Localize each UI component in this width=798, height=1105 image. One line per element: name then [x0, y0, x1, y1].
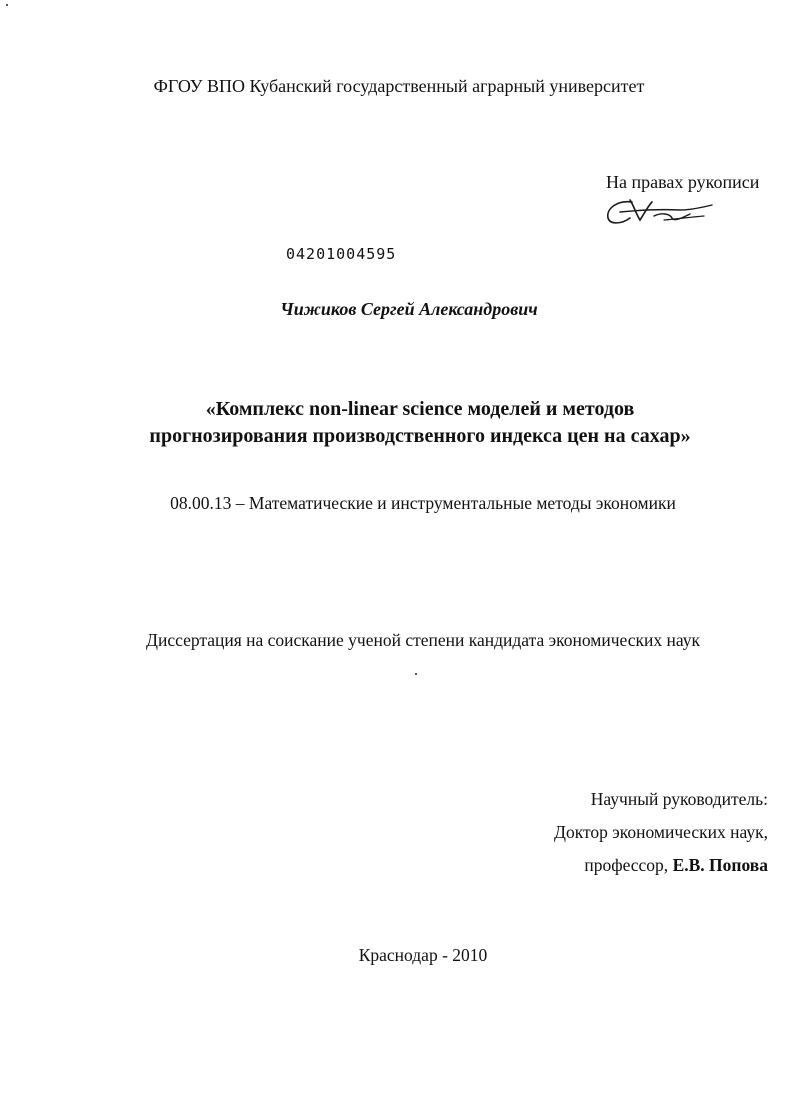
- scan-speck: [415, 673, 417, 675]
- supervisor-name: Е.В. Попова: [672, 855, 768, 875]
- manuscript-notice: На правах рукописи: [606, 172, 760, 192]
- title-line-2: прогнозирования производственного индекса цен на сахар»: [149, 425, 691, 447]
- supervisor-degree: Доктор экономических наук,: [554, 822, 768, 842]
- dissertation-type: Диссертация на соискание ученой степени кандидата экономических наук: [146, 630, 700, 650]
- scan-speck: [6, 4, 8, 6]
- city-year: Краснодар - 2010: [358, 945, 488, 965]
- supervisor-position: профессор,: [584, 855, 669, 875]
- dissertation-title: [100, 396, 740, 450]
- handwritten-signature: [600, 192, 730, 232]
- supervisor-position-name: [428, 855, 768, 876]
- supervisor-label: Научный руководитель:: [590, 789, 768, 809]
- institution-heading: ФГОУ ВПО Кубанский государственный аграрный университет: [153, 76, 645, 96]
- inventory-number: 04201004595: [286, 245, 397, 263]
- specialty-code: 08.00.13 – Математические и инструментальные методы экономики: [170, 493, 676, 513]
- author-name: Чижиков Сергей Александрович: [280, 299, 538, 319]
- title-line-1: «Комплекс non-linear science моделей и методов: [205, 398, 635, 420]
